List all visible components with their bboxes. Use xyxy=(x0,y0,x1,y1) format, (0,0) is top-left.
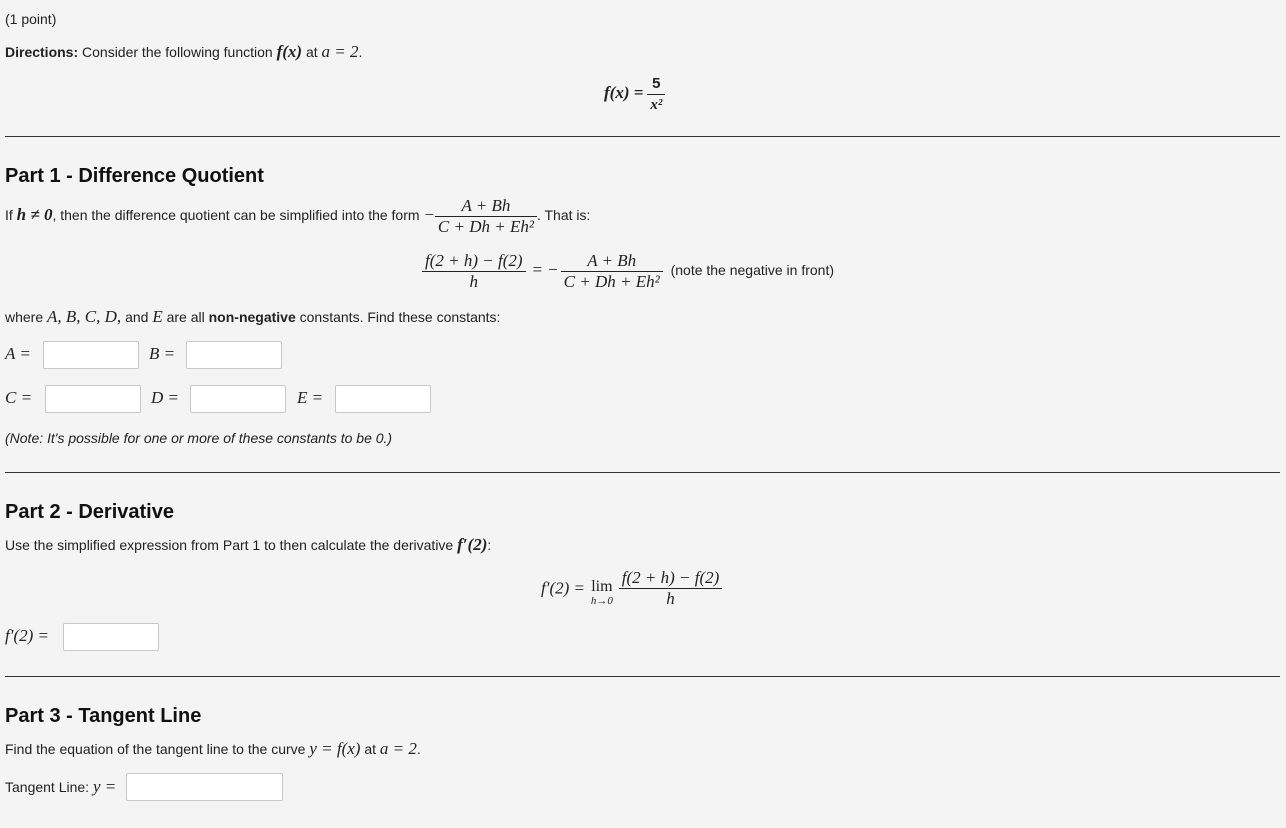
part1-eq-rhs-den: C + Dh + Eh² xyxy=(563,272,660,291)
part1-where-and: and xyxy=(125,309,149,325)
part2-deriv: f′(2) xyxy=(457,535,488,554)
part3-intro-text: Find the equation of the tangent line to the curve xyxy=(5,741,306,757)
function-numerator: 5 xyxy=(647,74,665,95)
part1-where-1: where xyxy=(5,309,44,325)
part1-where xyxy=(5,307,500,327)
label-a: A = xyxy=(5,344,31,363)
part3-at: at xyxy=(364,741,377,757)
part2-lim-sub: h→0 xyxy=(590,594,613,607)
part2-lim-block xyxy=(591,571,613,607)
part1-intro xyxy=(5,196,590,237)
divider-3 xyxy=(5,676,1280,677)
function-display xyxy=(604,74,665,115)
derivative-input[interactable] xyxy=(63,623,159,651)
directions-at: at xyxy=(305,44,318,60)
part2-lim-fraction xyxy=(619,568,723,609)
part3-intro xyxy=(5,739,421,759)
part1-eq-note: (note the negative in front) xyxy=(670,262,835,279)
part3-curve: y = f(x) xyxy=(309,739,361,758)
part1-where-bold: non-negative xyxy=(208,309,296,325)
part1-eq-lhs-den: h xyxy=(469,272,479,291)
part1-equation xyxy=(422,251,834,292)
points-label: (1 point) xyxy=(5,11,57,27)
divider-2 xyxy=(5,472,1280,473)
part1-eq-lhs-num: f(2 + h) − f(2) xyxy=(422,251,526,272)
part3-a-value: a = 2 xyxy=(379,739,417,758)
label-c: C = xyxy=(5,388,33,407)
part2-lim-num: f(2 + h) − f(2) xyxy=(619,568,723,589)
part1-where-3: constants. Find these constants: xyxy=(299,309,501,325)
tangent-line-text: Tangent Line: xyxy=(5,779,90,795)
part1-form-denominator: C + Dh + Eh² xyxy=(437,217,534,236)
input-e[interactable] xyxy=(335,385,431,413)
part1-form-numerator: A + Bh xyxy=(435,196,537,217)
directions-a-value: a = 2 xyxy=(321,42,359,61)
part2-lim-den: h xyxy=(666,589,675,608)
function-denominator: x² xyxy=(650,97,663,113)
part1-neg-sign: − xyxy=(423,205,435,225)
directions-line xyxy=(5,42,362,62)
directions-func: f(x) xyxy=(276,42,303,61)
part1-intro-text: , then the difference quotient can be simplified into the form xyxy=(52,207,420,224)
tangent-line-input[interactable] xyxy=(126,773,283,801)
part1-eq-rhs xyxy=(561,251,663,292)
part1-note: (Note: It's possible for one or more of these constants to be 0.) xyxy=(5,430,393,446)
part1-title: Part 1 - Difference Quotient xyxy=(5,165,264,187)
part2-limit-lhs: f′(2) = xyxy=(541,578,585,598)
directions-label: Directions: xyxy=(5,44,79,60)
part2-limit xyxy=(541,568,722,609)
divider-1 xyxy=(5,136,1280,137)
part1-form-fraction xyxy=(435,196,537,237)
input-a[interactable] xyxy=(43,341,139,369)
derivative-label: f′(2) = xyxy=(5,626,49,645)
part2-lim: lim xyxy=(591,577,613,595)
directions-period: . xyxy=(358,44,363,60)
part3-title: Part 3 - Tangent Line xyxy=(5,705,202,727)
label-e: E = xyxy=(297,388,324,407)
function-fraction xyxy=(647,74,665,115)
part3-period: . xyxy=(416,741,421,757)
input-b[interactable] xyxy=(186,341,282,369)
part1-h-condition: h ≠ 0 xyxy=(16,205,53,225)
part1-eq-sign: = − xyxy=(531,260,559,280)
part2-intro xyxy=(5,535,491,555)
part2-title: Part 2 - Derivative xyxy=(5,501,174,523)
part2-intro-text: Use the simplified expression from Part 1 to then calculate the derivative xyxy=(5,537,454,553)
tangent-line-label xyxy=(5,777,116,797)
part1-where-e: E xyxy=(152,307,163,326)
input-d[interactable] xyxy=(190,385,286,413)
function-lhs: f(x) = xyxy=(604,83,644,103)
part1-where-2: are all xyxy=(166,309,205,325)
part1-eq-rhs-num: A + Bh xyxy=(561,251,663,272)
directions-text: Consider the following function xyxy=(82,44,273,60)
label-b: B = xyxy=(149,344,176,363)
part1-intro-after: . That is: xyxy=(536,207,591,224)
part2-colon: : xyxy=(487,537,492,553)
tangent-line-y: y = xyxy=(92,777,117,796)
part1-intro-if: If xyxy=(5,207,13,224)
part1-eq-lhs xyxy=(422,251,526,292)
label-d: D = xyxy=(151,388,179,407)
input-c[interactable] xyxy=(45,385,141,413)
part1-where-vars: A, B, C, D, xyxy=(47,307,122,326)
